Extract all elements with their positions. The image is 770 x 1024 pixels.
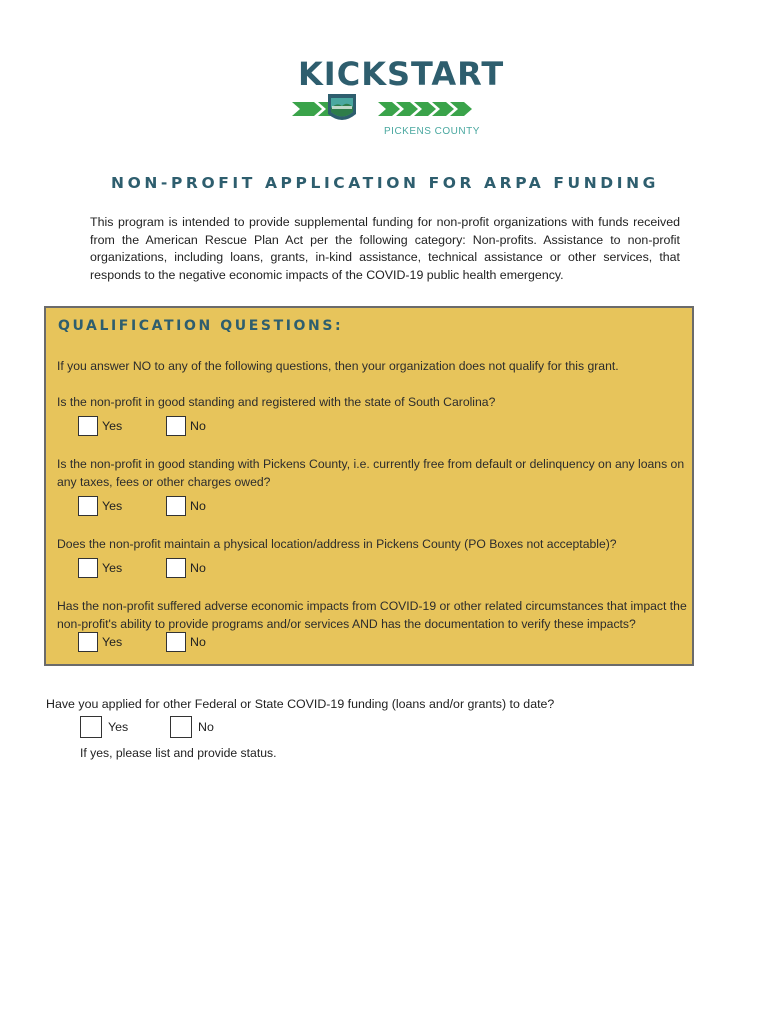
q3-no-checkbox[interactable] [166,558,186,578]
q4-yes-checkbox[interactable] [78,632,98,652]
intro-paragraph: This program is intended to provide supplemental funding for non-profit organizations with funds received from the American Rescue Plan Act per the following category: Non-profits. Assistance to non-profit organizations, including loans, grants, in-kind assistance, technical assistance or other services, that responds to the negative economic impacts of the COVID-19 public health emergency. [90,215,680,282]
logo-county: PICKENS COUNTY [384,126,480,137]
funding-yes-label: Yes [108,720,129,734]
logo-title: KICKSTART [298,55,505,93]
qualification-heading: QUALIFICATION QUESTIONS: [58,318,344,334]
page-title: NON-PROFIT APPLICATION FOR ARPA FUNDING [111,174,659,192]
funding-followup: If yes, please list and provide status. [80,746,277,760]
county-seal-icon [328,94,356,120]
q1-yes-checkbox[interactable] [78,416,98,436]
q1-no-checkbox[interactable] [166,416,186,436]
q1-no-label: No [190,419,206,433]
q2-yes-checkbox[interactable] [78,496,98,516]
question-3: Does the non-profit maintain a physical location/address in Pickens County (PO Boxes not acceptable)? [57,537,617,551]
question-2: Is the non-profit in good standing with Pickens County, i.e. currently free from default or delinquency on any loans on any taxes, fees or other charges owed? [57,457,685,489]
qualification-note: If you answer NO to any of the following questions, then your organization does not qualify for this grant. [57,359,619,373]
funding-yes-checkbox[interactable] [80,716,102,738]
q2-no-checkbox[interactable] [166,496,186,516]
q3-no-label: No [190,561,206,575]
q1-yes-label: Yes [102,419,123,433]
q2-yes-label: Yes [102,499,123,513]
other-funding-question: Have you applied for other Federal or State COVID-19 funding (loans and/or grants) to date? [46,697,555,711]
funding-no-checkbox[interactable] [170,716,192,738]
q3-yes-checkbox[interactable] [78,558,98,578]
q2-no-label: No [190,499,206,513]
qualification-box [44,306,694,666]
funding-no-label: No [198,720,214,734]
q4-yes-label: Yes [102,635,123,649]
kickstart-logo [292,55,505,140]
question-1: Is the non-profit in good standing and registered with the state of South Carolina? [57,395,496,409]
q4-no-label: No [190,635,206,649]
question-4: Has the non-profit suffered adverse economic impacts from COVID-19 or other related circumstances that impact the non-profit's ability to provide programs and/or services AND has the documentation to verify these impacts? [57,599,687,631]
q4-no-checkbox[interactable] [166,632,186,652]
q3-yes-label: Yes [102,561,123,575]
logo-arrows-icon [292,94,482,124]
